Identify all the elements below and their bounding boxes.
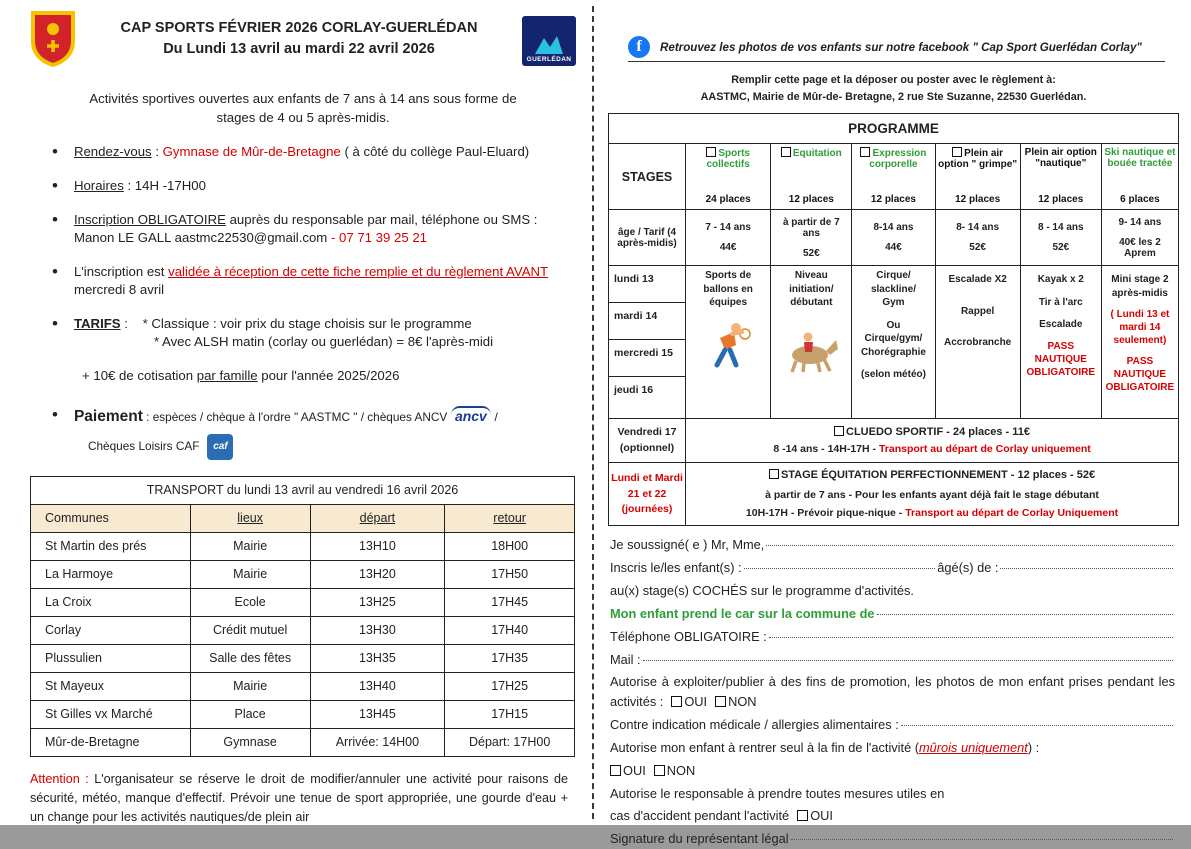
- equitation-checkbox[interactable]: [781, 147, 791, 157]
- pass-nautique-warning: PASS NAUTIQUE OBLIGATOIRE: [1026, 340, 1096, 378]
- cotisation-end: pour l'année 2025/2026: [257, 367, 400, 383]
- transport-table: [30, 476, 575, 757]
- cluedo-title: CLUEDO SPORTIF: [846, 425, 944, 438]
- cotisation-text: [82, 367, 572, 385]
- rentrer-non-checkbox[interactable]: [654, 765, 665, 776]
- age-cell: [771, 210, 852, 266]
- telephone-input[interactable]: [769, 637, 1173, 638]
- pass-nautique-warning: PASS NAUTIQUE OBLIGATOIRE: [1105, 356, 1175, 394]
- mailing-address: AASTMC, Mairie de Mûr-de- Bretagne, 2 rue Ste Suzanne, 22530 Guerlédan.: [700, 90, 1087, 103]
- activity-text: Rappel: [960, 305, 995, 317]
- registration-form: [608, 535, 1179, 849]
- activity-text: Kayak x 2: [1037, 274, 1084, 286]
- commune-cell: La Harmoye: [31, 560, 191, 588]
- activity-text: Escalade X2: [948, 274, 1007, 286]
- medical-input[interactable]: [901, 725, 1173, 726]
- tarif-classique: * Classique : voir prix du stage choisis sur le programme: [142, 315, 472, 331]
- activity-text: Niveau initiation/: [789, 270, 834, 295]
- tarif-alsh: * Avec ALSH matin (corlay ou guerlédan) = 8€ l'après-midi: [153, 334, 494, 350]
- bullet-dot: •: [52, 261, 58, 281]
- rendez-vous-place: Gymnase de Mûr-de-Bretagne: [162, 144, 341, 160]
- soussigne-label: Je soussigné( e ) Mr, Mme,: [610, 537, 765, 553]
- stage-places: 12 places: [1038, 194, 1084, 206]
- form-line-enfants: [610, 558, 1175, 578]
- form-line-soussigne: [610, 535, 1175, 555]
- car-commune-input[interactable]: [877, 614, 1173, 615]
- form-line-mail: [610, 650, 1175, 670]
- transport-row: [31, 700, 575, 728]
- perf-conditions: à partir de 7 ans - Pour les enfants ayant déjà fait le stage débutant: [765, 488, 1099, 501]
- bullet-inscription: [52, 211, 572, 248]
- cheques-loisirs-label: Chèques Loisirs CAF: [87, 439, 200, 454]
- age-range: 8 - 14 ans: [1037, 222, 1084, 234]
- cluedo-cell: [686, 419, 1179, 463]
- retour-cell: 17H45: [445, 588, 575, 616]
- lieu-cell: Mairie: [190, 532, 310, 560]
- activity-text: après-midis: [1111, 287, 1168, 299]
- form-mesures-line1: [610, 784, 1175, 804]
- attention-note: [30, 770, 576, 827]
- transport-row: [31, 532, 575, 560]
- tarifs-label: TARIFS: [73, 315, 121, 331]
- non-label: NON: [728, 694, 757, 710]
- photos-non-checkbox[interactable]: [715, 696, 726, 707]
- mail-input[interactable]: [643, 660, 1173, 661]
- transport-header-retour: retour: [445, 504, 575, 532]
- rentrer-seul-label: Autorise mon enfant à rentrer seul à la fin de l'activité (: [610, 739, 920, 755]
- cluedo-checkbox[interactable]: [834, 426, 844, 436]
- bullet-tarifs: [52, 315, 572, 352]
- activity-text: Sports de ballons en équipes: [703, 270, 753, 309]
- rentrer-seul-colon: ) :: [1027, 739, 1040, 755]
- day-mercredi-15: mercredi 15: [609, 340, 685, 377]
- activity-text: Chorégraphie: [860, 346, 926, 358]
- perf-note: (journées): [621, 503, 673, 516]
- horaires-value: : 14H -17H00: [123, 177, 206, 193]
- age-cell: [686, 210, 771, 266]
- rendez-vous-sep: :: [151, 144, 163, 160]
- price: 52€: [802, 247, 820, 259]
- photos-label: Autorise à exploiter/publier à des fins de promotion, les photos de mon enfant prises pendant les activités :: [610, 674, 1175, 710]
- age-tarif-label: âge / Tarif (4 après-midis): [609, 210, 686, 266]
- rentrer-oui-checkbox[interactable]: [610, 765, 621, 776]
- activity-text: Gym: [882, 297, 905, 309]
- age-tarif-row: [609, 210, 1179, 266]
- stage-name: Sports collectifs: [706, 148, 750, 171]
- activity-plein-air-grimpe: [935, 266, 1020, 419]
- depart-cell: 13H10: [310, 532, 445, 560]
- transport-header-depart: départ: [310, 504, 445, 532]
- tarifs-text: [74, 315, 493, 352]
- facebook-banner: [628, 36, 1165, 62]
- equitation-perf-row: [609, 463, 1179, 526]
- lieu-cell: Mairie: [190, 672, 310, 700]
- days-column: [609, 266, 686, 419]
- signature-input[interactable]: [791, 839, 1173, 840]
- right-page: [594, 0, 1191, 847]
- price: 44€: [885, 242, 902, 254]
- depart-cell: 13H30: [310, 616, 445, 644]
- stage-col-plein-air-grimpe: [935, 144, 1020, 210]
- age-cell: [1020, 210, 1101, 266]
- stage-places: 12 places: [870, 194, 916, 206]
- price-note: Aprem: [1124, 247, 1156, 259]
- cluedo-transport-warning: Transport au départ de Corlay uniquement: [878, 443, 1091, 456]
- horaires-label: Horaires: [73, 177, 124, 193]
- lieu-cell: Mairie: [190, 560, 310, 588]
- transport-title: TRANSPORT du lundi 13 avril au vendredi 16 avril 2026: [31, 476, 575, 504]
- bullet-dot: •: [52, 209, 58, 229]
- activities-row: [609, 266, 1179, 419]
- transport-row: [31, 644, 575, 672]
- vendredi-date: Vendredi 17: [617, 426, 677, 439]
- transport-row: [31, 616, 575, 644]
- age-range: 7 - 14 ans: [705, 222, 751, 234]
- programme-title: PROGRAMME: [609, 114, 1179, 144]
- depart-cell: 13H40: [310, 672, 445, 700]
- photos-oui-checkbox[interactable]: [671, 696, 682, 707]
- perf-dates: 21 et 22: [627, 487, 667, 500]
- rendez-vous-text: [74, 143, 529, 162]
- price: 40€ les 2: [1119, 236, 1161, 248]
- paiement-line1: [74, 406, 498, 428]
- depart-cell: 13H35: [310, 644, 445, 672]
- stage-places: 24 places: [705, 194, 751, 206]
- mail-label: Mail :: [610, 651, 641, 667]
- stage-name: Expression corporelle: [869, 148, 927, 171]
- retour-cell: 17H35: [445, 644, 575, 672]
- activity-plein-air-nautique: [1020, 266, 1101, 419]
- activity-text: slackline/: [870, 283, 916, 295]
- depart-cell: 13H45: [310, 700, 445, 728]
- ancv-logo: ancv: [451, 406, 491, 424]
- corlay-crest-icon: [30, 10, 76, 73]
- paiement-text: [74, 406, 498, 460]
- cotisation-famille: par famille: [196, 367, 258, 383]
- age-cell: [935, 210, 1020, 266]
- cluedo-details: - 24 places - 11€: [943, 425, 1031, 438]
- activity-text: débutant: [790, 297, 833, 309]
- intro-text: Activités sportives ouvertes aux enfants de 7 ans à 14 ans sous forme de stages de 4 ou 5 après-midis.: [89, 91, 517, 126]
- day-jeudi-16: jeudi 16: [614, 384, 654, 397]
- bullet-dot: •: [52, 142, 58, 162]
- murois-note: mûrois uniquement: [919, 739, 1028, 755]
- depart-cell: Arrivée: 14H00: [310, 728, 445, 756]
- oui-label: OUI: [810, 808, 833, 824]
- left-header: [30, 10, 576, 73]
- info-bullets: [30, 143, 576, 459]
- inscription-label: Inscription OBLIGATOIRE: [73, 211, 226, 227]
- perf-transport-warning: Transport au départ de Corlay Uniquement: [905, 507, 1119, 520]
- validation-text: [74, 263, 572, 300]
- bullet-dot: •: [52, 175, 58, 195]
- rentrer-seul-choices: [610, 761, 1175, 781]
- activity-text: Cirque/: [876, 270, 911, 282]
- stage-col-plein-air-nautique: [1020, 144, 1101, 210]
- plein-air-grimpe-checkbox[interactable]: [952, 147, 962, 157]
- retour-cell: Départ: 17H00: [445, 728, 575, 756]
- transport-header-row: [31, 504, 575, 532]
- activity-equitation: [771, 266, 852, 419]
- stage-places: 12 places: [788, 194, 834, 206]
- transport-row: [31, 728, 575, 756]
- price: 44€: [719, 242, 737, 254]
- rendez-vous-rest: ( à côté du collège Paul-Eluard): [340, 144, 530, 160]
- age-range: 8- 14 ans: [956, 222, 1000, 234]
- perf-schedule: 10H-17H - Prévoir pique-nique -: [745, 507, 906, 520]
- commune-cell: St Mayeux: [31, 672, 191, 700]
- retour-cell: 17H25: [445, 672, 575, 700]
- age-range: 8-14 ans: [873, 222, 914, 234]
- activity-text: Escalade: [1039, 319, 1083, 331]
- telephone-label: Téléphone OBLIGATOIRE :: [610, 628, 767, 644]
- form-rentrer-seul: [610, 738, 1175, 758]
- attention-label: Attention :: [30, 771, 89, 786]
- commune-cell: La Croix: [31, 588, 191, 616]
- stage-col-ski-nautique: [1101, 144, 1178, 210]
- activity-expression-corporelle: [852, 266, 935, 419]
- transport-row: [31, 672, 575, 700]
- bullet-dot: •: [52, 405, 58, 425]
- rendez-vous-label: Rendez-vous: [73, 144, 152, 160]
- inscription-contact: auprès du responsable par mail, téléphone ou SMS : Manon LE GALL aastmc22530@gmail.com: [73, 211, 538, 246]
- stages-coches-label: au(x) stage(s) COCHÉS sur le programme d'activités.: [610, 583, 914, 599]
- retour-cell: 17H15: [445, 700, 575, 728]
- cluedo-age: 8 -14 ans - 14H-17H -: [773, 443, 879, 456]
- form-line-signature: [610, 829, 1175, 849]
- mailing-line1: Remplir cette page et la déposer ou poster avec le règlement à:: [731, 74, 1056, 86]
- paiement-modes: : espèces / chèque à l'ordre " AASTMC " / chèques ANCV: [142, 410, 448, 425]
- bullet-horaires: [52, 177, 572, 196]
- perf-title: STAGE ÉQUITATION PERFECTIONNEMENT: [780, 469, 1008, 482]
- enfants-label: Inscris le/les enfant(s) :: [610, 560, 742, 576]
- equitation-perf-label: [609, 463, 686, 526]
- facebook-icon: f: [628, 36, 650, 58]
- enfants-input[interactable]: [744, 568, 936, 569]
- form-line-medical: [610, 715, 1175, 735]
- stage-name: Plein air option "nautique": [1024, 147, 1097, 170]
- form-line-stages: [610, 581, 1175, 601]
- bullet-paiement: [52, 406, 572, 460]
- transport-header-communes: Communes: [31, 504, 191, 532]
- mesures-label-line2: cas d'accident pendant l'activité: [610, 808, 790, 824]
- stage-col-expression-corporelle: [852, 144, 935, 210]
- lieu-cell: Crédit mutuel: [190, 616, 310, 644]
- inscription-phone: - 07 71 39 25 21: [330, 230, 428, 246]
- page-title: [86, 10, 512, 60]
- price: 52€: [969, 242, 986, 254]
- validation-date: mercredi 8 avril: [73, 282, 165, 298]
- form-line-telephone: [610, 627, 1175, 647]
- oui-label: OUI: [684, 694, 708, 710]
- perf-days: Lundi et Mardi: [611, 471, 683, 484]
- form-photos-authorization: [610, 672, 1175, 712]
- paiement-line2: [88, 434, 498, 460]
- validation-start: L'inscription est: [73, 263, 169, 279]
- medical-label: Contre indication médicale / allergies alimentaires :: [610, 717, 899, 733]
- bullet-rendez-vous: [52, 143, 572, 162]
- validation-deadline: validée à réception de cette fiche remplie et du règlement AVANT: [168, 263, 549, 279]
- activity-text: Tir à l'arc: [1038, 296, 1083, 308]
- price: 52€: [1052, 242, 1070, 254]
- vendredi-note: (optionnel): [619, 441, 675, 454]
- day-mardi-14: mardi 14: [609, 303, 685, 340]
- stage-name: Plein air option " grimpe": [938, 148, 1018, 171]
- stage-col-sports-collectifs: [686, 144, 771, 210]
- guerledan-wave-icon: [533, 34, 565, 56]
- inscription-text: [74, 211, 572, 248]
- attention-text: L'organisateur se réserve le droit de modifier/annuler une activité pour raisons de sécurité, météo, manque d'effectif. Prévoir une tenue de sport appropriée, une gourde d'eau + un change pour les activités nautiques/de plein air: [30, 771, 568, 824]
- title-line2: Du Lundi 13 avril au mardi 22 avril 2026: [163, 41, 435, 58]
- commune-cell: Mûr-de-Bretagne: [31, 728, 191, 756]
- lieu-cell: Gymnase: [190, 728, 310, 756]
- commune-cell: Plussulien: [31, 644, 191, 672]
- vendredi-row: [609, 419, 1179, 463]
- ages-input[interactable]: [1000, 568, 1173, 569]
- bullet-validation: [52, 263, 572, 300]
- lieu-cell: Ecole: [190, 588, 310, 616]
- oui-label: OUI: [623, 762, 646, 778]
- retour-cell: 18H00: [445, 532, 575, 560]
- tarifs-sep: :: [120, 315, 128, 331]
- stages-label: STAGES: [609, 144, 686, 210]
- activity-text: Accrobranche: [944, 337, 1012, 349]
- commune-cell: St Martin des prés: [31, 532, 191, 560]
- retour-cell: 17H40: [445, 616, 575, 644]
- lieu-cell: Place: [190, 700, 310, 728]
- commune-cell: Corlay: [31, 616, 191, 644]
- activity-text: Cirque/gym/: [864, 333, 923, 345]
- paiement-label: Paiement: [73, 408, 143, 426]
- activity-sports-collectifs: [686, 266, 771, 419]
- age-cell: [1101, 210, 1178, 266]
- horse-rider-icon: [780, 364, 842, 375]
- horaires-text: [74, 177, 206, 196]
- stage-name: Equitation: [792, 148, 842, 160]
- mesures-label-line1: Autorise le responsable à prendre toutes mesures utiles en: [610, 785, 945, 801]
- stage-places: 6 places: [1120, 194, 1160, 206]
- equitation-perf-cell: [686, 463, 1179, 526]
- facebook-text: Retrouvez les photos de vos enfants sur notre facebook " Cap Sport Guerlédan Corlay": [660, 40, 1142, 54]
- mailing-instructions: [608, 72, 1179, 105]
- depart-cell: 13H25: [310, 588, 445, 616]
- form-mesures-line2: [610, 806, 1175, 826]
- non-label: NON: [666, 762, 696, 778]
- activity-ski-nautique: [1101, 266, 1178, 419]
- transport-row: [31, 560, 575, 588]
- tarifs-line1: [74, 315, 493, 333]
- mesures-oui-checkbox[interactable]: [797, 810, 808, 821]
- title-line1: CAP SPORTS FÉVRIER 2026 CORLAY-GUERLÉDAN: [120, 20, 478, 36]
- activity-text: Mini stage 2: [1111, 274, 1169, 286]
- ski-dates-warning: ( Lundi 13 et mardi 14 seulement): [1110, 309, 1170, 347]
- guerledan-logo-label: GUERLÉDAN: [526, 56, 572, 63]
- age-range: à partir de 7 ans: [782, 216, 840, 239]
- activity-note: (selon météo): [860, 369, 926, 381]
- age-cell: [852, 210, 935, 266]
- stage-header-row: [609, 144, 1179, 210]
- stage-name: Ski nautique et bouée tractée: [1104, 147, 1176, 170]
- depart-cell: 13H20: [310, 560, 445, 588]
- soussigne-input[interactable]: [766, 545, 1173, 546]
- bullet-dot: •: [52, 313, 58, 333]
- stage-col-equitation: [771, 144, 852, 210]
- retour-cell: 17H50: [445, 560, 575, 588]
- caf-logo: caf: [207, 434, 233, 460]
- transport-row: [31, 588, 575, 616]
- expression-corporelle-checkbox[interactable]: [860, 147, 870, 157]
- perf-details: - 12 places - 52€: [1007, 469, 1096, 482]
- day-lundi-13: lundi 13: [609, 266, 685, 303]
- commune-cell: St Gilles vx Marché: [31, 700, 191, 728]
- cotisation-start: + 10€ de cotisation: [82, 367, 197, 383]
- programme-table: [608, 113, 1179, 526]
- lieu-cell: Salle des fêtes: [190, 644, 310, 672]
- equitation-perf-checkbox[interactable]: [769, 469, 779, 479]
- vendredi-label: [609, 419, 686, 463]
- stage-places: 12 places: [955, 194, 1001, 206]
- paiement-slash: /: [494, 410, 498, 425]
- car-commune-label: Mon enfant prend le car sur la commune de: [610, 605, 875, 621]
- ages-label: âgé(s) de :: [937, 560, 999, 576]
- sports-collectifs-checkbox[interactable]: [706, 147, 716, 157]
- activity-text: Ou: [886, 319, 901, 331]
- transport-header-lieux: lieux: [190, 504, 310, 532]
- guerledan-logo: [522, 16, 576, 66]
- age-range: 9- 14 ans: [1118, 216, 1162, 228]
- handball-player-icon: [705, 363, 751, 374]
- left-page: [0, 0, 592, 825]
- signature-label: Signature du représentant légal: [610, 831, 789, 847]
- form-line-car: [610, 604, 1175, 624]
